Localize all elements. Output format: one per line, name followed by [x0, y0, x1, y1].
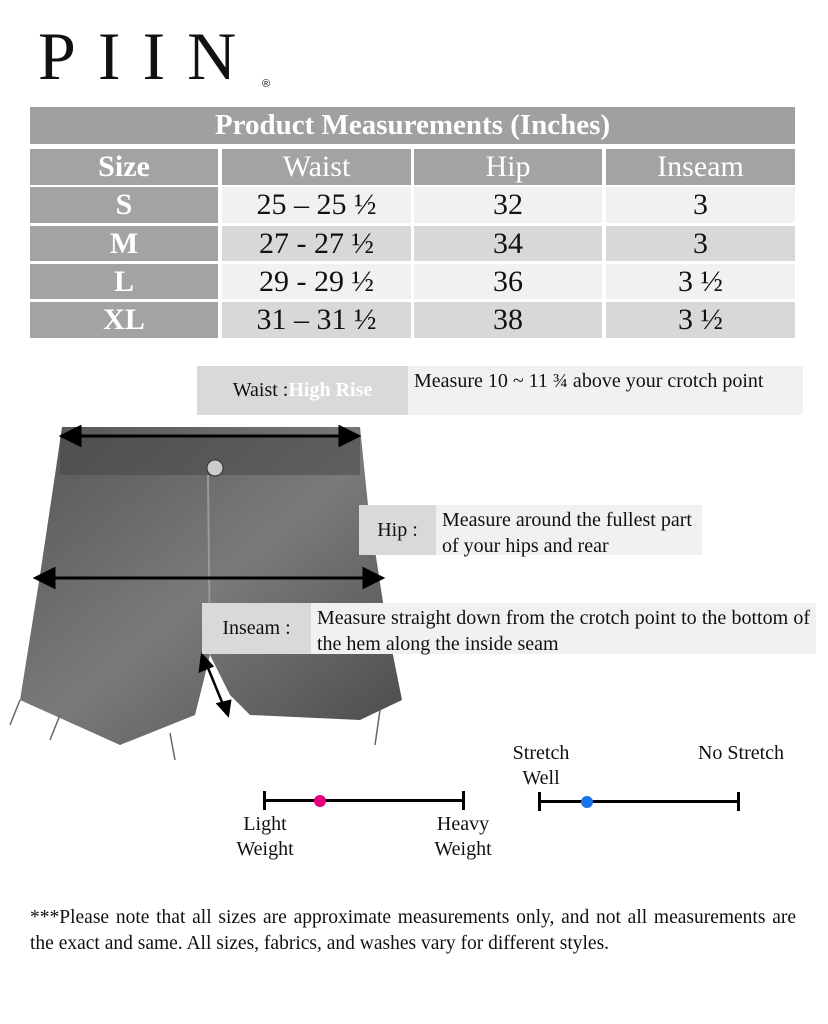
header-waist: Waist: [222, 149, 411, 185]
cell-size: L: [30, 264, 218, 299]
weight-indicator: [314, 795, 326, 807]
disclaimer-note: ***Please note that all sizes are approximate measurements only, and not all measurements are the exact and same. All sizes, fabrics, and washes vary for different styles.: [30, 907, 796, 954]
weight-track: [264, 799, 464, 802]
registered-mark: ®: [262, 78, 271, 90]
hip-label: Hip :: [359, 505, 436, 555]
weight-right-label: Heavy Weight: [434, 813, 492, 860]
cell-inseam: 3: [606, 226, 795, 261]
stretch-left-label: Stretch Well: [512, 742, 570, 789]
cell-waist: 31 – 31 ½: [222, 302, 411, 338]
header-inseam: Inseam: [606, 149, 795, 185]
cell-size: M: [30, 226, 218, 261]
cell-hip: 36: [414, 264, 602, 299]
header-hip: Hip: [414, 149, 602, 185]
header-size: Size: [30, 149, 218, 185]
inseam-description: Measure straight down from the crotch point to the bottom of the hem along the inside seam: [311, 603, 816, 654]
weight-track-end-tick: [462, 791, 465, 810]
weight-track-start-tick: [263, 791, 266, 810]
cell-inseam: 3 ½: [606, 302, 795, 338]
cell-waist: 29 - 29 ½: [222, 264, 411, 299]
cell-hip: 32: [414, 187, 602, 223]
shorts-illustration: [0, 415, 420, 775]
button-icon: [207, 460, 223, 476]
brand-logo: PIIN: [38, 18, 259, 94]
stretch-track-start-tick: [538, 792, 541, 811]
waist-label: [197, 366, 408, 415]
cell-waist: 25 – 25 ½: [222, 187, 411, 223]
table-title: Product Measurements (Inches): [30, 107, 795, 144]
cell-inseam: 3: [606, 187, 795, 223]
waist-label-text: Waist :: [232, 379, 289, 401]
stretch-track: [539, 800, 739, 803]
cell-size: S: [30, 187, 218, 223]
cell-size: XL: [30, 302, 218, 338]
weight-left-label: Light Weight: [236, 813, 294, 860]
cell-hip: 38: [414, 302, 602, 338]
rise-type: High Rise: [288, 379, 373, 401]
stretch-indicator: [581, 796, 593, 808]
cell-inseam: 3 ½: [606, 264, 795, 299]
stretch-track-end-tick: [737, 792, 740, 811]
hip-description: Measure around the fullest part of your hips and rear: [436, 505, 702, 555]
waist-description: Measure 10 ~ 11 ¾ above your crotch point: [408, 366, 803, 415]
cell-hip: 34: [414, 226, 602, 261]
inseam-label: Inseam :: [202, 603, 311, 654]
stretch-right-label: No Stretch: [697, 742, 785, 764]
cell-waist: 27 - 27 ½: [222, 226, 411, 261]
